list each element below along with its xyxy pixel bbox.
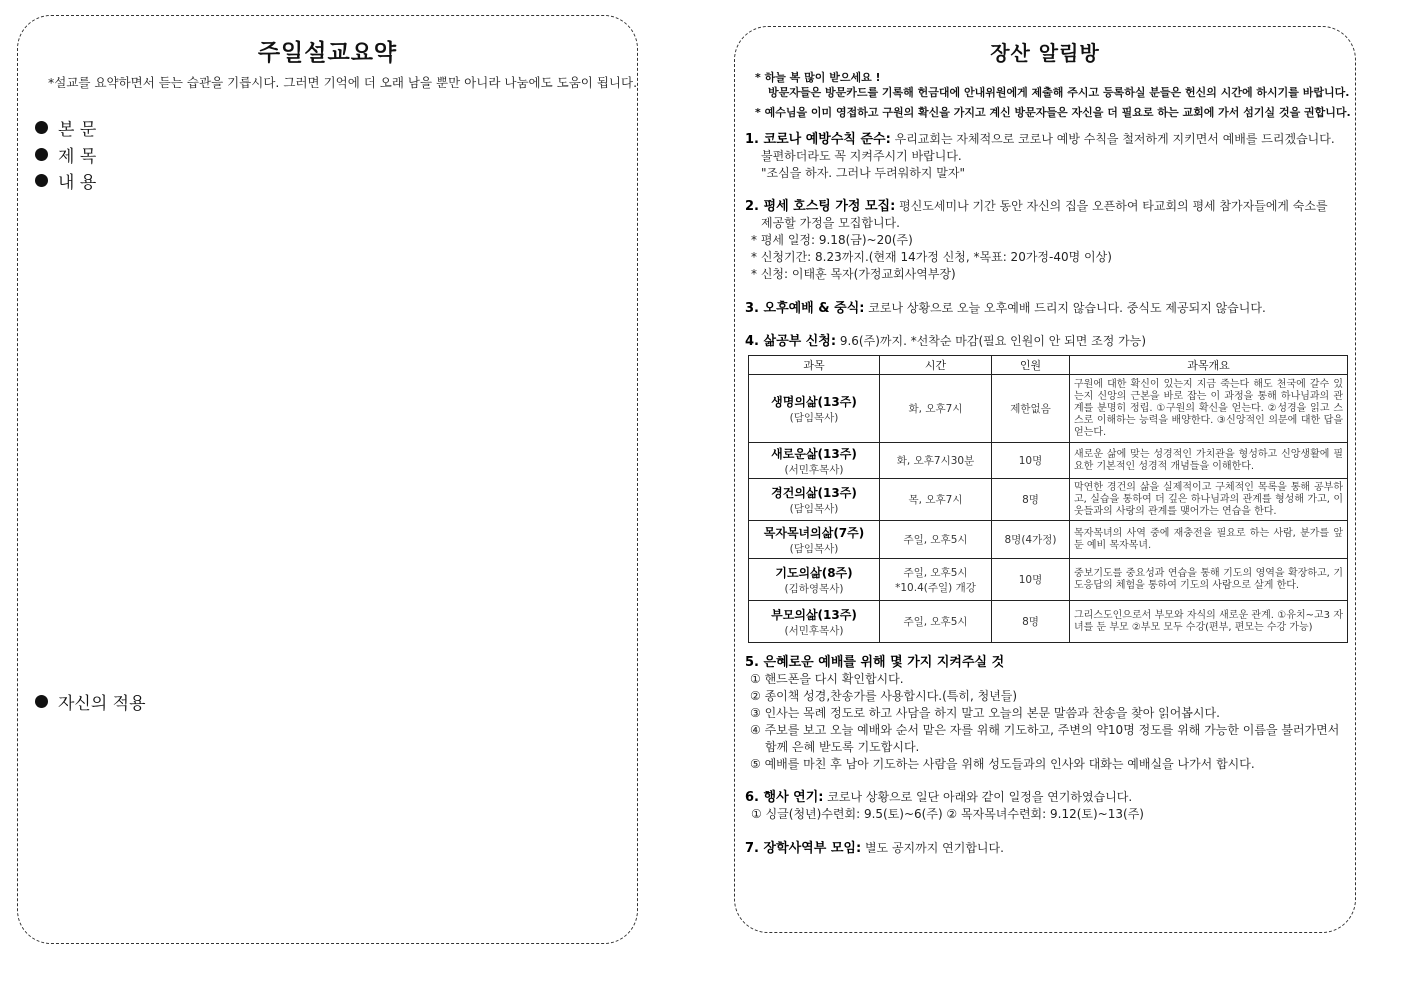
notice-item-sub: * 평세 일정: 9.18(금)~20(주) [751, 233, 913, 247]
course-people: 8명 [992, 601, 1070, 643]
course-name: 기도의삶(8주) [775, 565, 853, 580]
table-row [749, 375, 1348, 443]
notice-item-line: 불편하더라도 꼭 지켜주시기 바랍니다. [761, 149, 962, 163]
notice-panel [734, 26, 1356, 933]
table-header-cell: 과목개요 [1070, 356, 1348, 375]
course-people: 제한없음 [992, 375, 1070, 443]
bullet-dot-icon [35, 695, 48, 708]
notice-item-rule: ④ 주보를 보고 오늘 예배와 순서 맡은 자를 위해 기도하고, 주변의 약10명 정도를 위해 가능한 이름을 불러가면서 함께 은혜 받도록 기도합시다. [750, 723, 1340, 754]
notice-item-line: 제공할 가정을 모집합니다. [761, 216, 900, 230]
course-pastor: (담임목사) [789, 542, 839, 555]
notice-item-text: 평신도세미나 기간 동안 자신의 집을 오픈하여 타교회의 평세 참가자들에게 숙소를 [895, 199, 1328, 213]
course-time: 주일, 오후5시 [880, 601, 992, 643]
notice-item-sub: * 신청: 이태훈 목자(가정교회사역부장) [751, 267, 956, 281]
sermon-summary-title: 주일설교요약 [257, 40, 398, 66]
course-description: 구원에 대한 확신이 있는지 지금 죽는다 해도 천국에 갈수 있는지 신앙의 근본을 바로 잡는 이 과정을 통해 하나님과의 관계를 분명히 정립. ①구원의 확신을 얻는다. ②성경을 읽고 스스로 이해하는 능력을 배양한다. ③신앙적인 의문에 대한 답을 얻는다. [1070, 375, 1348, 443]
course-name-cell [749, 375, 880, 443]
table-header-cell: 시간 [880, 356, 992, 375]
sermon-summary-panel [17, 15, 638, 944]
course-time-cell [880, 559, 992, 601]
notice-item-worship-rules [745, 654, 1346, 773]
course-name: 새로운삶(13주) [771, 446, 857, 461]
course-name-cell [749, 601, 880, 643]
notice-item-rule: ③ 인사는 목례 정도로 하고 사담을 하지 말고 오늘의 본문 말씀과 찬송을 찾아 읽어봅시다. [750, 706, 1220, 720]
course-name: 부모의삶(13주) [771, 607, 857, 622]
notice-item-heading: 5. 은혜로운 예배를 위해 몇 가지 지켜주실 것 [745, 655, 1005, 670]
table-row [749, 601, 1348, 643]
table-row [749, 559, 1348, 601]
notice-item-line: "조심을 하자. 그러나 두려워하지 말자" [761, 166, 965, 180]
course-pastor: (서민후목사) [784, 624, 844, 637]
course-name-cell [749, 443, 880, 479]
table-row [749, 521, 1348, 559]
course-time: 화, 오후7시30분 [880, 443, 992, 479]
section-title [35, 142, 96, 167]
course-time: 화, 오후7시 [880, 375, 992, 443]
course-people: 8명 [992, 479, 1070, 521]
notice-item-heading: 3. 오후예배 & 중식: [745, 301, 865, 316]
notice-item-sub: * 신청기간: 8.23까지.(현재 14가정 신청, *목표: 20가정-40명 이상) [751, 250, 1112, 264]
sermon-summary-note: *설교를 요약하면서 듣는 습관을 기릅시다. 그러면 기억에 더 오래 남을 뿐만 아니라 나눔에도 도움이 됩니다. [48, 75, 638, 90]
notice-item-text: 코로나 상황으로 일단 아래와 같이 일정을 연기하였습니다. [823, 790, 1133, 804]
course-start-note: *10.4(주일) 개강 [895, 581, 976, 594]
course-time: 주일, 오후5시 [880, 521, 992, 559]
course-description: 막연한 경건의 삶을 실제적이고 구체적인 목록을 통해 공부하고, 실습을 통하여 더 깊은 하나님과의 관계를 형성해 가고, 이웃들과의 사랑의 관계를 맺어가는 연습을 한다. [1070, 479, 1348, 521]
welcome-line-2: 방문자들은 방문카드를 기록해 헌금대에 안내위원에게 제출해 주시고 등록하실 분들은 헌신의 시간에 하시기를 바랍니다. [768, 86, 1350, 99]
notice-item-scholarship-meeting [745, 840, 1346, 857]
notice-title: 장산 알림방 [990, 41, 1100, 65]
course-name-cell [749, 479, 880, 521]
course-description: 새로운 삶에 맞는 성경적인 가치관을 형성하고 신앙생활에 필요한 기본적인 성경적 개념들을 이해한다. [1070, 443, 1348, 479]
welcome-line-3: * 예수님을 이미 영접하고 구원의 확신을 가지고 계신 방문자들은 자신을 더 필요로 하는 교회에 가서 섬기실 것을 권합니다. [755, 106, 1351, 119]
section-content-label: 내 용 [58, 173, 97, 193]
notice-item-event-postponed [745, 789, 1346, 823]
notice-item-heading: 1. 코로나 예방수칙 준수: [745, 132, 891, 147]
course-pastor: (서민후목사) [784, 463, 844, 476]
course-name: 경건의삶(13주) [771, 485, 857, 500]
course-description: 중보기도를 중요성과 연습을 통해 기도의 영역을 확장하고, 기도응답의 체험을 통하여 기도의 사람으로 살게 한다. [1070, 559, 1348, 601]
bullet-dot-icon [35, 174, 48, 187]
notice-item-rule: ⑤ 예배를 마친 후 남아 기도하는 사람을 위해 성도들과의 인사와 대화는 예배실을 나가서 합시다. [750, 757, 1255, 771]
course-name: 목자목녀의삶(7주) [763, 525, 865, 540]
notice-item-text: 코로나 상황으로 오늘 오후예배 드리지 않습니다. 중식도 제공되지 않습니다. [864, 301, 1266, 315]
course-time: 주일, 오후5시 [903, 566, 968, 579]
section-scripture-label: 본 문 [58, 120, 97, 140]
bullet-dot-icon [35, 121, 48, 134]
bullet-dot-icon [35, 148, 48, 161]
section-application [35, 689, 146, 714]
course-time: 목, 오후7시 [880, 479, 992, 521]
section-content [35, 168, 96, 193]
notice-item-text: 우리교회는 자체적으로 코로나 예방 수칙을 철저하게 지키면서 예배를 드리겠습니다. [890, 132, 1335, 146]
notice-item-text: 별도 공지까지 연기합니다. [861, 841, 1004, 855]
notice-item-life-study [745, 333, 1346, 350]
notice-item-afternoon-service [745, 300, 1346, 317]
course-description: 그리스도인으로서 부모와 자식의 새로운 관계. ①유치~고3 자녀를 둔 부모 ②부모 모두 수강(편부, 편모는 수강 가능) [1070, 601, 1348, 643]
notice-item-hosting [745, 198, 1346, 283]
table-row [749, 443, 1348, 479]
section-application-label: 자신의 적용 [58, 694, 146, 714]
notice-item-text: 9.6(주)까지. *선착순 마감(필요 인원이 안 되면 조정 가능) [836, 334, 1147, 348]
notice-item-rule: ① 핸드폰을 다시 확인합시다. [750, 672, 904, 686]
course-name-cell [749, 521, 880, 559]
notice-item-heading: 6. 행사 연기: [745, 790, 824, 805]
course-pastor: (김하영목사) [784, 582, 844, 595]
course-description: 목자목녀의 사역 중에 재충전을 필요로 하는 사람, 분가를 앞둔 예비 목자목녀. [1070, 521, 1348, 559]
notice-item-heading: 2. 평세 호스팅 가정 모집: [745, 199, 896, 214]
table-row [749, 479, 1348, 521]
course-name-cell [749, 559, 880, 601]
table-header-cell: 과목 [749, 356, 880, 375]
course-people: 8명(4가정) [992, 521, 1070, 559]
table-header-cell: 인원 [992, 356, 1070, 375]
notice-item-heading: 7. 장학사역부 모임: [745, 841, 862, 856]
course-table [748, 355, 1348, 643]
course-pastor: (담임목사) [789, 502, 839, 515]
notice-item-sub: ① 싱글(청년)수련회: 9.5(토)~6(주) ② 목자목녀수련회: 9.12(토)~13(주) [751, 807, 1144, 821]
section-title-label: 제 목 [58, 147, 97, 167]
notice-item-heading: 4. 삶공부 신청: [745, 334, 837, 349]
course-people: 10명 [992, 559, 1070, 601]
notice-item-rule: ② 종이책 성경,찬송가를 사용합시다.(특히, 청년들) [750, 689, 1018, 703]
course-name: 생명의삶(13주) [771, 394, 857, 409]
course-pastor: (담임목사) [789, 411, 839, 424]
welcome-line-1: * 하늘 복 많이 받으세요 ! [755, 71, 881, 84]
course-people: 10명 [992, 443, 1070, 479]
notice-item-covid [745, 131, 1346, 182]
section-scripture [35, 115, 96, 140]
table-header-row [749, 356, 1348, 375]
